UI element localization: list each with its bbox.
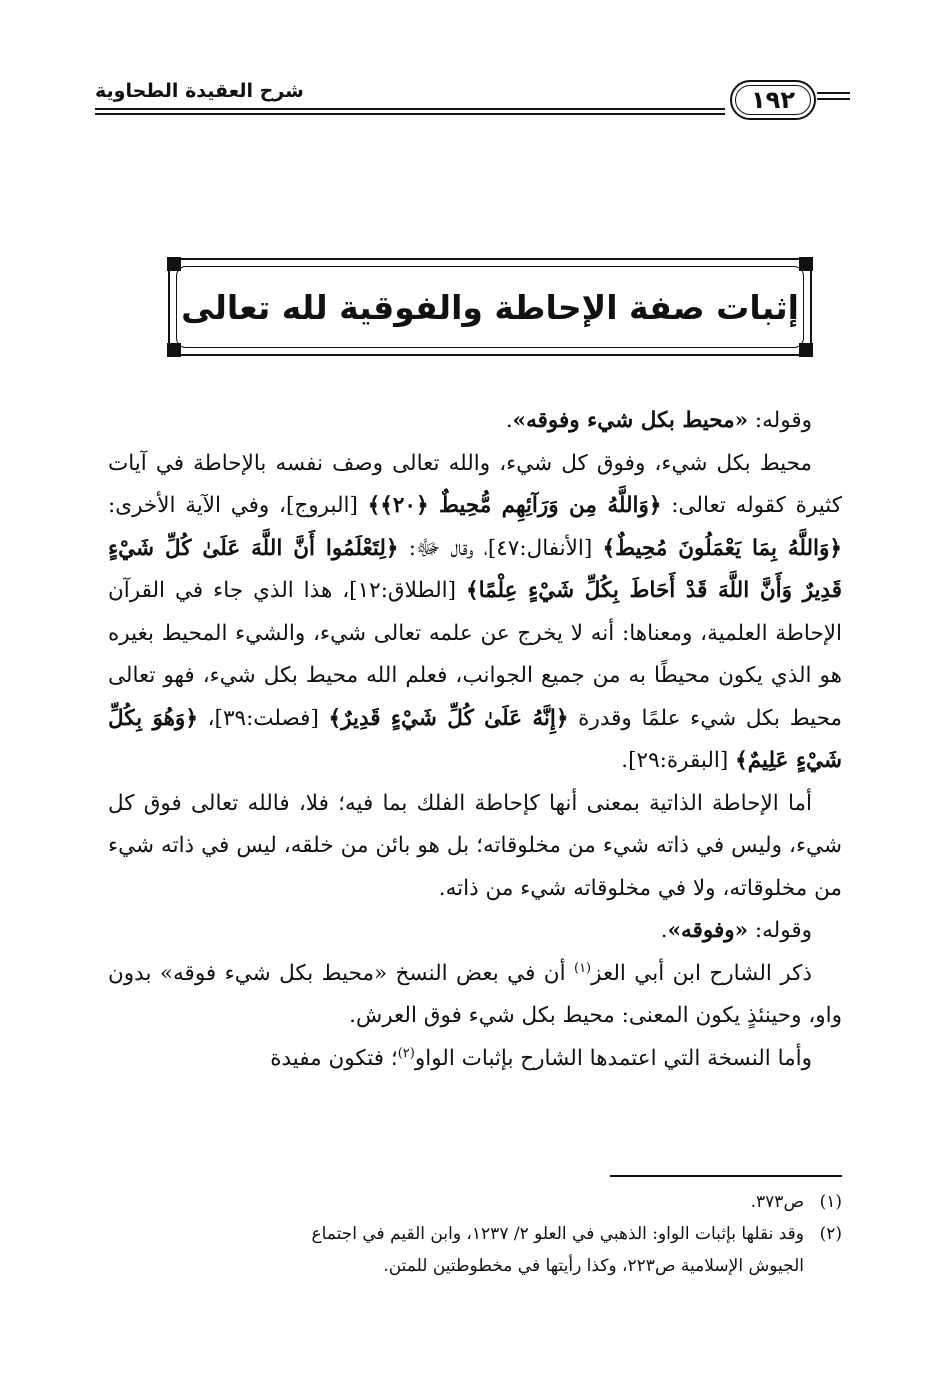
footnote-number: (١) [819, 1192, 842, 1212]
text-run: [الأنفال:٤٧]، وقال ﷻ: [398, 535, 603, 561]
book-title: شرح العقيدة الطحاوية [95, 80, 304, 102]
text-run: ذكر الشارح ابن أبي العز [591, 960, 812, 986]
footnote-text: ص٣٧٣. [750, 1192, 804, 1212]
quran-verse: ﴿وَهُوَ بِكُلِّ شَيْءٍ عَلِيمٌ﴾ [108, 705, 842, 773]
text-run: وأما النسخة التي اعتمدها الشارح بإثبات الواو [414, 1045, 812, 1071]
header-rule [95, 108, 725, 110]
header-rule [95, 113, 725, 115]
footnote [108, 1186, 842, 1218]
footnote-ref[interactable]: (٢) [397, 1045, 415, 1061]
text-run: وقوله: [748, 408, 812, 433]
paragraph [108, 910, 842, 953]
quoted-text: «وفوقه» [667, 918, 749, 943]
text-run: ؛ فتكون مفيدة [270, 1045, 398, 1071]
paragraph [108, 443, 842, 783]
text-run: [فصلت:٣٩]، [197, 705, 329, 731]
text-run: [البروج]، وفي الآية الأخرى: [108, 493, 368, 518]
footnote [108, 1218, 842, 1250]
quran-verse: ﴿إِنَّهُ عَلَىٰ كُلِّ شَيْءٍ قَدِيرٌ﴾ [328, 705, 569, 731]
footnote-separator [610, 1175, 842, 1177]
text-run: [الطلاق:١٢]، هذا الذي جاء في القرآن الإحاطة العلمية، ومعناها: أنه لا يخرج عن علمه تعالى شيء، والشيء المحيط بغيره هو الذي يكون محيطًا به من جميع الجوانب، فعلم الله محيط بكل شيء، فهو تعالى محيط بكل شيء علمًا وقدرة [108, 578, 842, 731]
paragraph [108, 1038, 842, 1081]
text-run: . [660, 918, 668, 943]
text-run: . [505, 408, 513, 433]
footnotes [108, 1186, 842, 1282]
quran-verse: ﴿لِتَعْلَمُوا أَنَّ اللَّهَ عَلَىٰ كُلِّ شَيْءٍ قَدِيرٌ وَأَنَّ اللَّهَ قَدْ أَحَاطَ بِكُلِّ شَيْءٍ عِلْمًا﴾ [108, 535, 842, 603]
text-run: محيط بكل شيء، وفوق كل شيء، والله تعالى وصف نفسه بالإحاطة في آيات كثيرة كقوله تعالى: [108, 450, 842, 518]
chapter-heading: إثبات صفة الإحاطة والفوقية لله تعالى [181, 287, 799, 327]
quran-verse: ﴿وَاللَّهُ بِمَا يَعْمَلُونَ مُحِيطٌ﴾ [602, 535, 842, 561]
text-run: [البقرة:٢٩]. [621, 748, 736, 773]
paragraph [108, 953, 842, 1038]
header-rule [817, 98, 850, 100]
header-rule [817, 92, 850, 94]
chapter-heading-frame [168, 258, 812, 356]
paragraph [108, 400, 842, 443]
footnote-continuation: الجيوش الإسلامية ص٢٢٣، وكذا رأيتها في مخطوطتين للمتن. [383, 1256, 804, 1276]
footnote-number: (٢) [819, 1224, 842, 1244]
text-run: أن في بعض النسخ «محيط بكل شيء فوقه» بدون واو، وحينئذٍ يكون المعنى: محيط بكل شيء فوق العرش. [108, 960, 842, 1028]
footnote-text: وقد نقلها بإثبات الواو: الذهبي في العلو ٢/ ١٢٣٧، وابن القيم في اجتماع [311, 1224, 804, 1244]
body-text [108, 400, 842, 1080]
page-number-text: ١٩٢ [751, 86, 795, 114]
footnote-ref[interactable]: (١) [573, 960, 592, 976]
running-header [95, 72, 850, 128]
text-run: وقوله: [748, 918, 812, 943]
quran-verse: ﴿وَاللَّهُ مِن وَرَآئِهِم مُّحِيطٌ ﴿٢٠﴾﴾ [367, 493, 662, 518]
quoted-text: «محيط بكل شيء وفوقه» [512, 408, 749, 433]
page-number [730, 80, 816, 120]
paragraph: أما الإحاطة الذاتية بمعنى أنها كإحاطة الفلك بما فيه؛ فلا، فالله تعالى فوق كل شيء، وليس في ذاته شيء من مخلوقاته؛ بل هو بائن من خلقه، ليس في ذاته شيء من مخلوقاته، ولا في مخلوقاته شيء من ذاته. [108, 790, 842, 901]
